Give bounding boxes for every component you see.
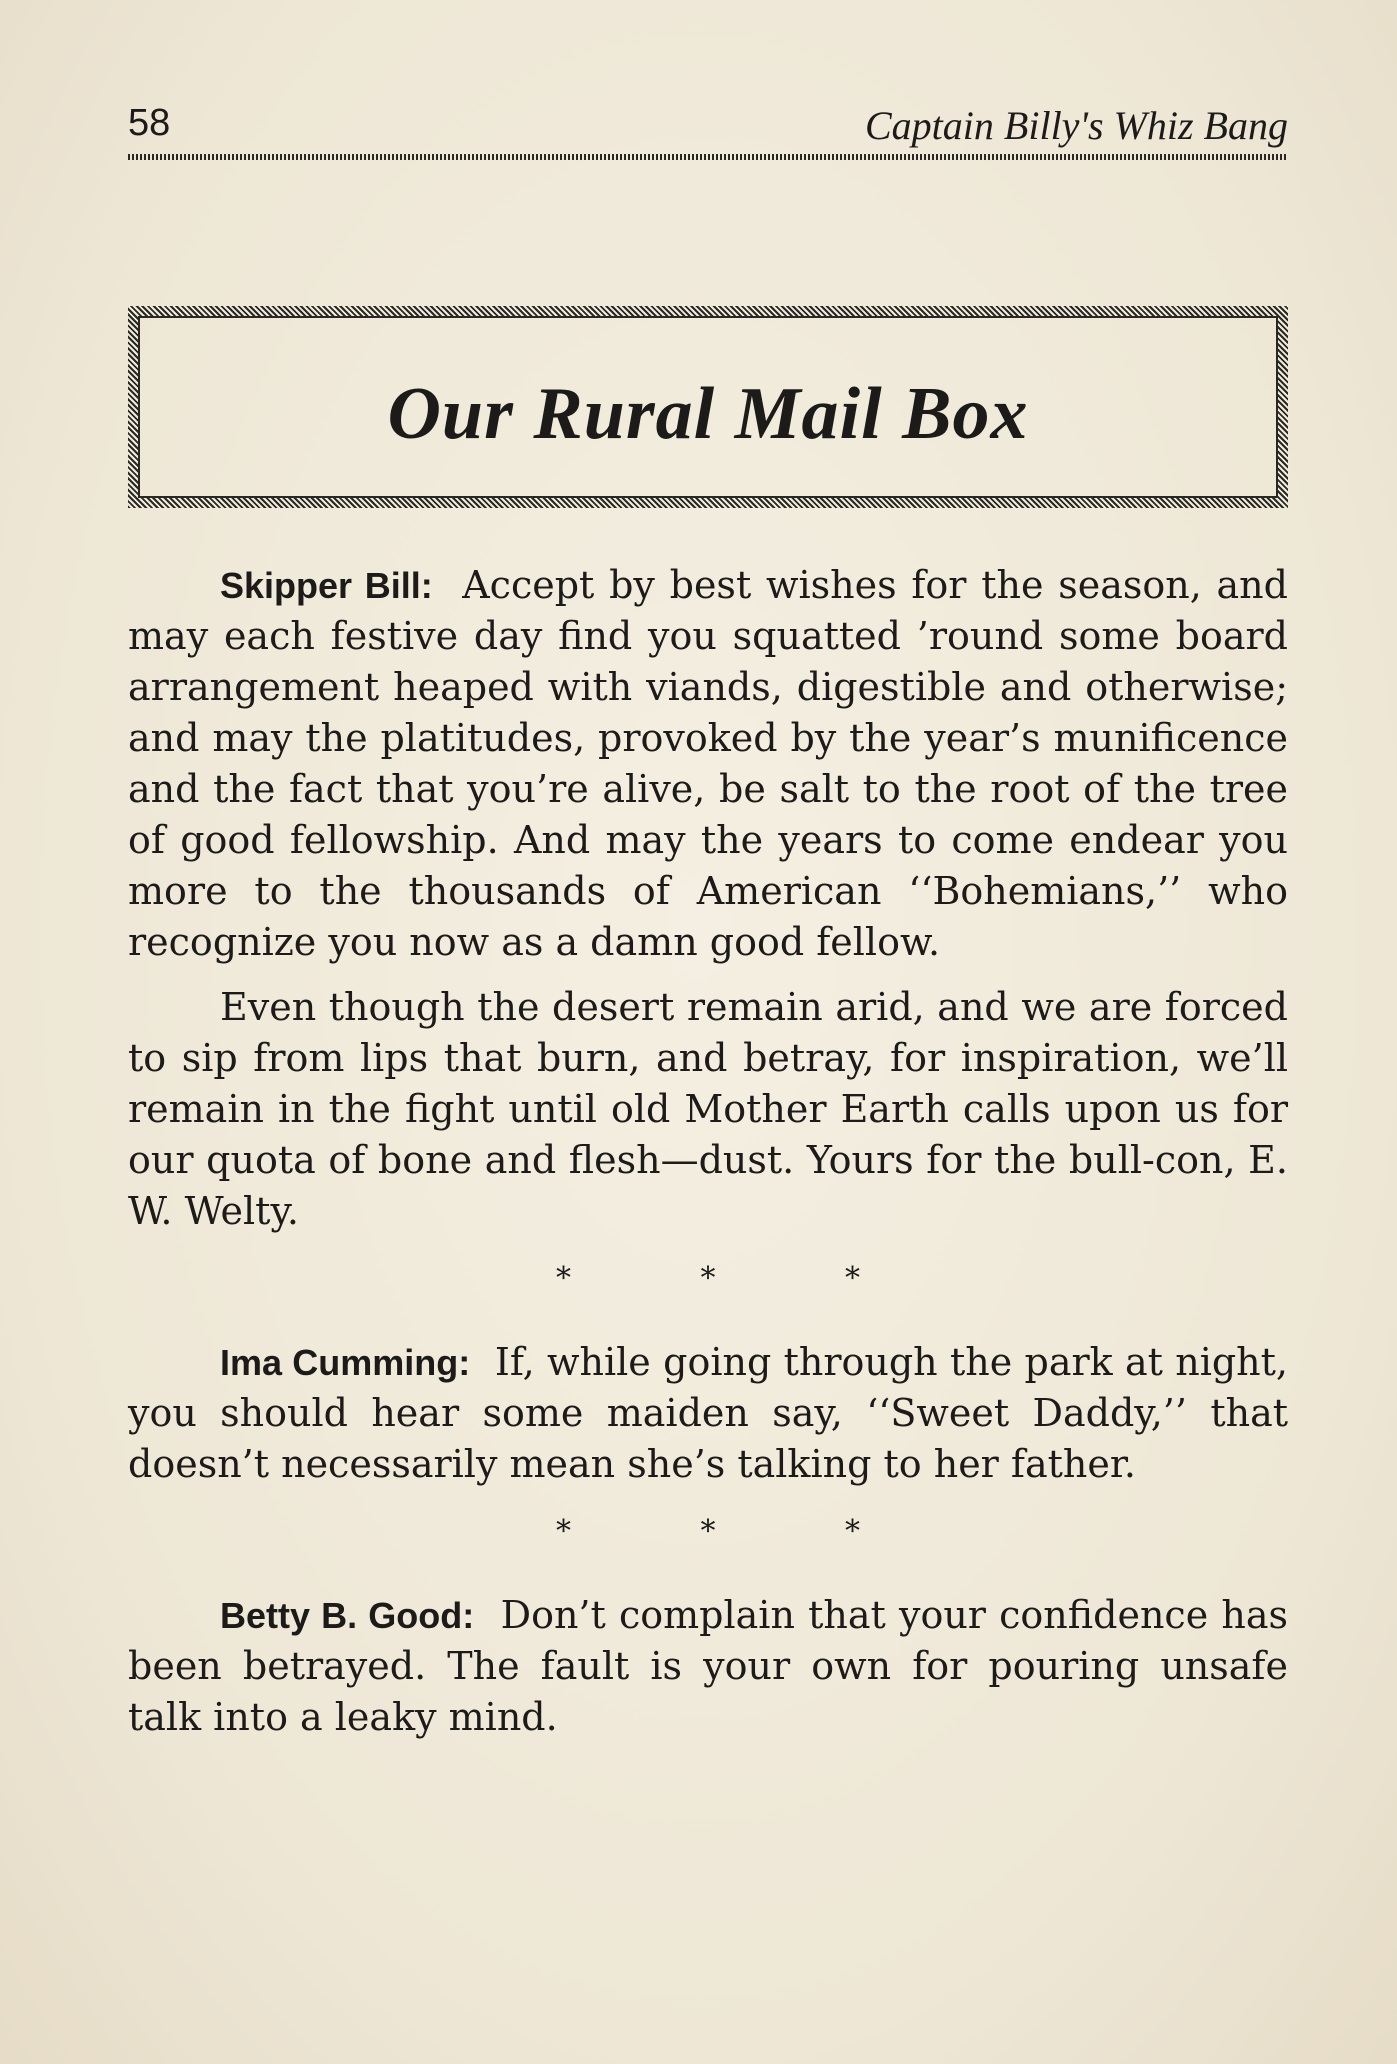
header-rule [128,154,1288,160]
section-separator: * * * [555,1514,921,1549]
letter-addressee: Ima Cumming: [220,1342,471,1383]
letter-paragraph [128,982,1288,1237]
section-separator: * * * [555,1261,921,1296]
letter-text: Accept by best wishes for the season, and may each festive day find you squatted ’round some board arrangement heaped with viands, digestible and otherwise; and may the platitudes, provoked by the year’s munificence and the fact that you’re alive, be salt to the root of the tree of good fellowship. And may the years to come endear you more to the thousands of American ‘‘Bohemians,’’ who recognize you now as a damn good fellow. [128,563,1288,964]
letter-paragraph [128,1337,1288,1490]
page-number: 58 [128,102,171,144]
letter-addressee: Betty B. Good: [220,1595,475,1636]
letter-addressee: Skipper Bill: [220,565,433,606]
letter-paragraph [128,560,1288,968]
page-header [128,96,1288,162]
letter-text: If, while going through the park at night, you should hear some maiden say, ‘‘Sweet Daddy,’’ that doesn’t necessarily mean she’s talking to her father. [128,1340,1288,1486]
letters-body [128,560,1288,1757]
running-title: Captain Billy's Whiz Bang [865,103,1288,148]
letter-text: Even though the desert remain arid, and we are forced to sip from lips that burn, and betray, for inspiration, we’ll remain in the fight until old Mother Earth calls upon us for our quota of bone and flesh—dust. Yours for the bull-con, E. W. Welty. [128,985,1288,1233]
section-title: Our Rural Mail Box [387,373,1029,455]
letter-text: Don’t complain that your confidence has been betrayed. The fault is your own for pouring unsafe talk into a leaky mind. [128,1593,1289,1739]
letter-paragraph [128,1590,1288,1743]
section-title-box [128,306,1288,508]
